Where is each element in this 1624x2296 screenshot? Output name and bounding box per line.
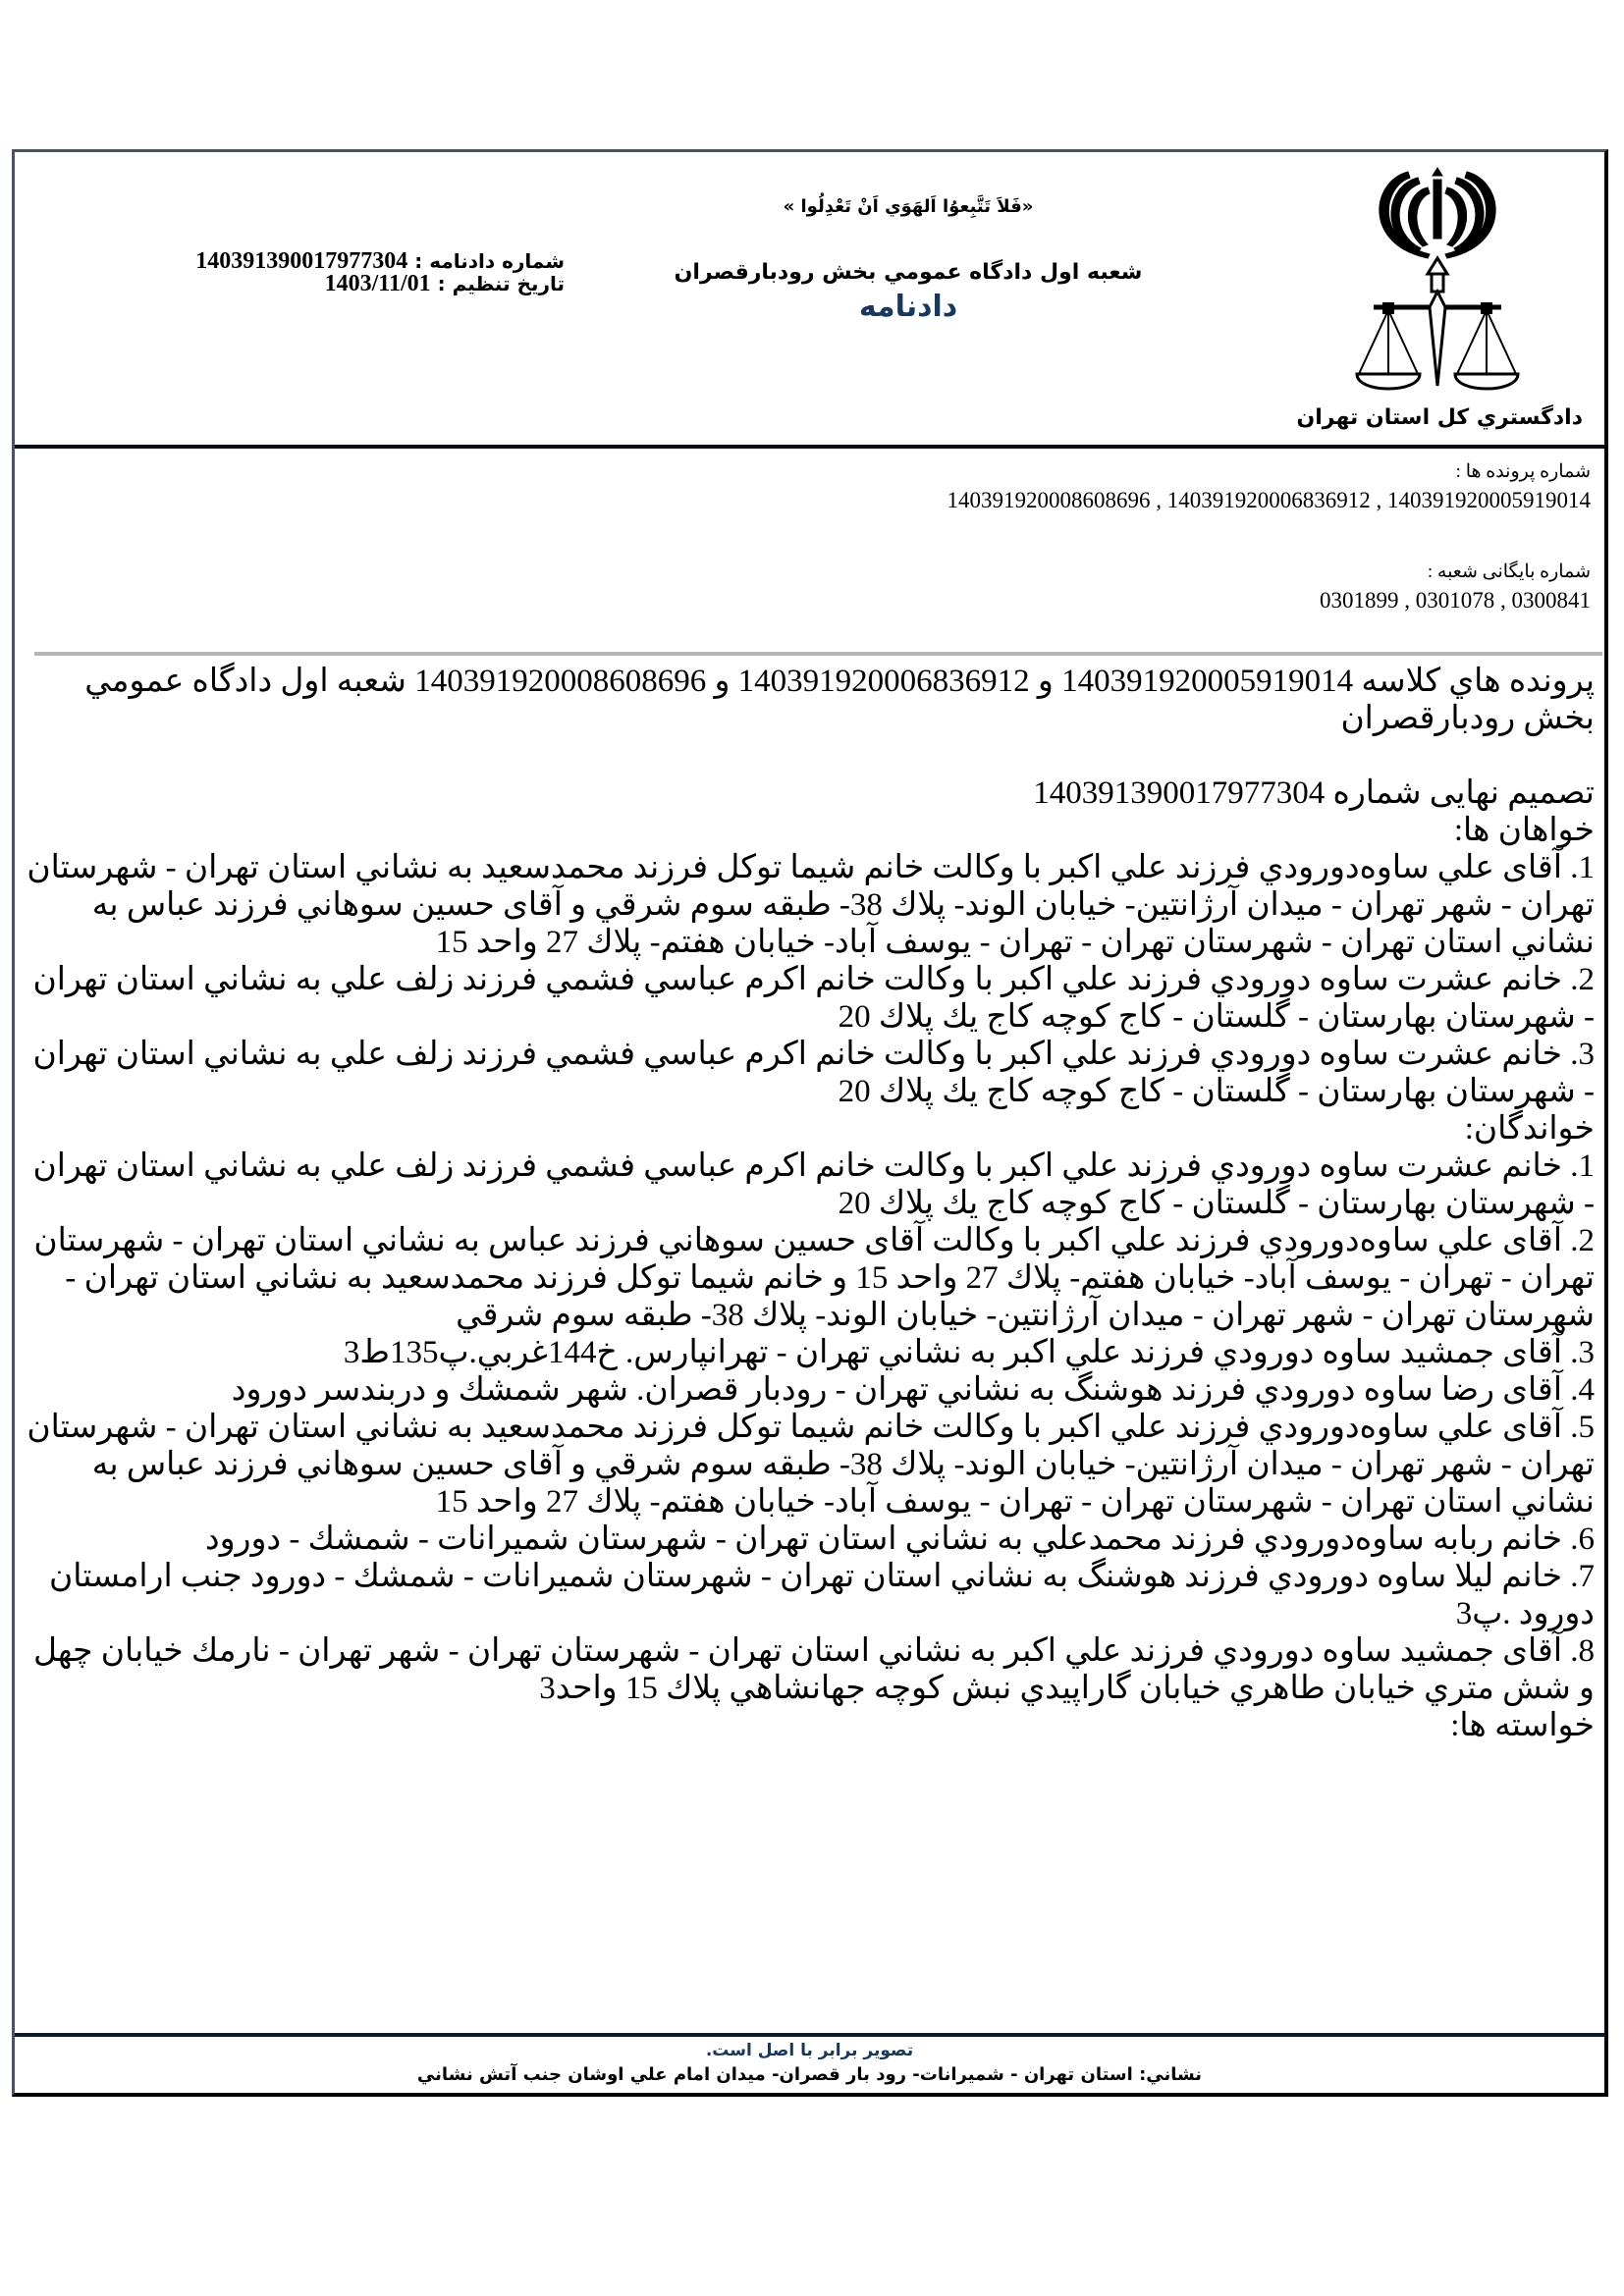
certified-copy-note: تصوير برابر با اصل است. xyxy=(705,2041,914,2060)
archive-numbers: 0301899 , 0301078 , 0300841 xyxy=(1320,588,1591,613)
defendant-item: 3. آقای جمشيد ساوه دورودي فرزند علي اكبر به نشاني تهران - تهرانپارس. خ144غربي.پ135ط3 xyxy=(343,1335,1595,1370)
verdict-number-row xyxy=(142,250,565,273)
defendants-heading: خواندگان: xyxy=(1464,1111,1595,1147)
issue-date-label: تاريخ تنظيم : xyxy=(437,272,565,295)
verdict-meta xyxy=(142,250,565,295)
plaintiff-item: 3. خانم عشرت ساوه دورودي فرزند علي اكبر با وكالت خانم اكرم عباسي فشمي فرزند زلف علي به نشاني استان تهران - شهرستان بهارستان - گلستان - كاج كوچه كاج يك پلاك 20 xyxy=(32,1037,1595,1109)
defendant-item: 2. آقای علي ساوه‌دورودي فرزند علي اكبر با وكالت آقای حسين سوهاني فرزند عباس به نشاني استان تهران - شهرستان تهران - تهران - يوسف آباد- خيابان هفتم- پلاك 27 واحد 15 و خانم شيما توكل فرزند محمدسعيد به نشاني استان تهران - شهرستان تهران - شهر تهران - ميدان آرژانتين- خيابان الوند- پلاك 38- طبقه سوم شرقي xyxy=(33,1223,1595,1333)
document-footer xyxy=(15,2039,1604,2088)
requests-heading: خواسته ها: xyxy=(1450,1708,1595,1743)
case-intro: پرونده هاي كلاسه 140391920005919014 و 140391920006836912 و 140391920008608696 شعبه اول دادگاه عمومي بخش رودبارقصران xyxy=(84,664,1595,736)
section-divider xyxy=(34,652,1602,656)
verdict-number: 140391390017977304 xyxy=(195,248,408,274)
defendant-item: 6. خانم ربابه ساوه‌دورودي فرزند محمدعلي به نشاني استان تهران - شهرستان شميرانات - شمشك - دورود xyxy=(204,1522,1595,1557)
court-branch: شعبه اول دادگاه عمومي بخش رودبارقصران xyxy=(674,260,1143,285)
plaintiffs-heading: خواهان ها: xyxy=(1453,813,1595,848)
verdict-body xyxy=(25,663,1595,1744)
defendant-item: 5. آقای علي ساوه‌دورودي فرزند علي اكبر با وكالت خانم شيما توكل فرزند محمدسعيد به نشاني استان تهران - شهرستان تهران - شهر تهران - ميدان آرژانتين- خيابان الوند- پلاك 38- طبقه سوم شرقي و آقای حسين سوهاني فرزند عباس به نشاني استان تهران - شهرستان تهران - تهران - يوسف آباد- خيابان هفتم- پلاك 27 واحد 15 xyxy=(27,1410,1595,1520)
defendant-item: 8. آقای جمشيد ساوه دورودي فرزند علي اكبر به نشاني استان تهران - شهرستان تهران - شهر تهران - نارمك خيابان چهل و شش متري خيابان طاهري خيابان گاراپيدي نبش كوچه جهانشاهي پلاك 15 واحد3 xyxy=(32,1633,1595,1706)
defendant-item: 7. خانم ليلا ساوه دورودي فرزند هوشنگ به نشاني استان تهران - شهرستان شميرانات - شمشك - دورود جنب ارامستان دورود .پ3 xyxy=(49,1559,1595,1631)
document-header xyxy=(15,152,1604,449)
issue-date-row xyxy=(142,273,565,295)
case-numbers-label: شماره پرونده ها : xyxy=(1455,461,1591,482)
plaintiff-item: 1. آقای علي ساوه‌دورودي فرزند علي اكبر با وكالت خانم شيما توكل فرزند محمدسعيد به نشاني استان تهران - شهرستان تهران - شهر تهران - ميدان آرژانتين- خيابان الوند- پلاك 38- طبقه سوم شرقي و آقای حسين سوهاني فرزند عباس به نشاني استان تهران - شهرستان تهران - تهران - يوسف آباد- خيابان هفتم- پلاك 27 واحد 15 xyxy=(27,850,1595,960)
defendant-item: 4. آقای رضا ساوه دورودي فرزند هوشنگ به نشاني تهران - رودبار قصران. شهر شمشك و دربندسر دورود xyxy=(231,1372,1595,1408)
document-title: دادنامه xyxy=(858,290,958,324)
final-decision: تصمیم نهایی شماره 140391390017977304 xyxy=(1033,775,1595,811)
footer-divider xyxy=(15,2033,1604,2037)
document-frame xyxy=(12,149,1608,2097)
plaintiff-item: 2. خانم عشرت ساوه دورودي فرزند علي اكبر با وكالت خانم اكرم عباسي فشمي فرزند زلف علي به نشاني استان تهران - شهرستان بهارستان - گلستان - كاج كوچه كاج يك پلاك 20 xyxy=(32,962,1595,1035)
file-numbers-section xyxy=(314,458,1591,615)
court-address: نشاني: استان تهران - شميرانات- رود بار قصران- ميدان امام علي اوشان جنب آتش نشاني xyxy=(416,2064,1203,2085)
iran-judiciary-emblem-icon xyxy=(1280,158,1595,403)
case-numbers: 140391920008608696 , 140391920006836912 , 140391920005919014 xyxy=(947,488,1591,512)
issue-date: 1403/11/01 xyxy=(324,271,431,296)
organization-name: دادگستري كل استان تهران xyxy=(1296,405,1583,430)
motto-verse: «فَلاَ تَتَّبِعوُا اَلهَوَي اَنْ تَعْدِلُوا » xyxy=(783,196,1034,217)
archive-numbers-label: شماره بایگانی شعبه : xyxy=(1427,561,1591,582)
verdict-number-label: شماره دادنامه : xyxy=(414,249,565,273)
defendant-item: 1. خانم عشرت ساوه دورودي فرزند علي اكبر با وكالت خانم اكرم عباسي فشمي فرزند زلف علي به نشاني استان تهران - شهرستان بهارستان - گلستان - كاج كوچه كاج يك پلاك 20 xyxy=(32,1148,1595,1221)
